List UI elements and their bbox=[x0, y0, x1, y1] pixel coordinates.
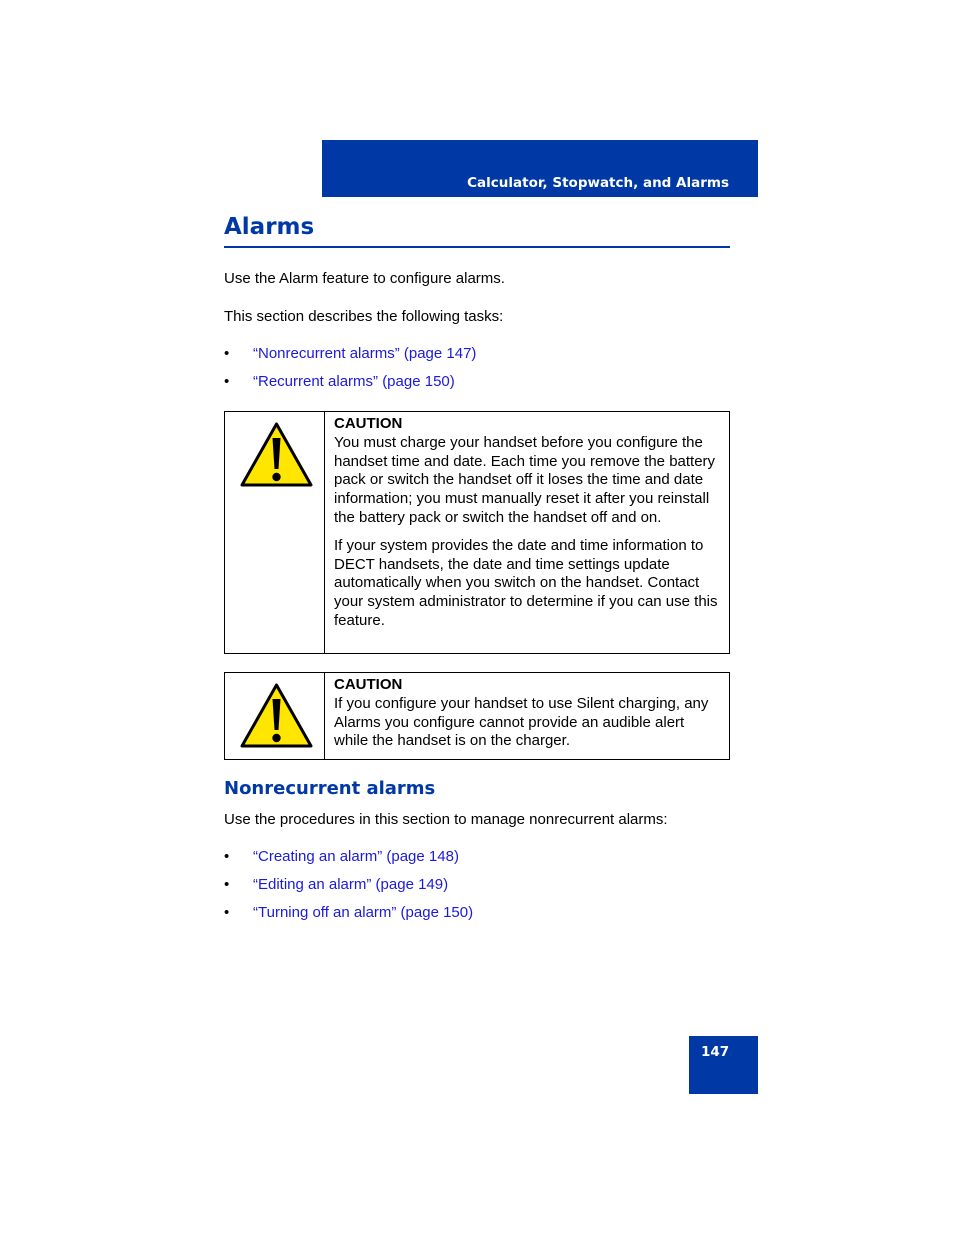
page-number: 147 bbox=[701, 1044, 730, 1060]
bullet-icon: • bbox=[224, 373, 230, 390]
section-title: Alarms bbox=[224, 214, 315, 240]
title-rule bbox=[224, 246, 730, 248]
subsection-intro-text: Use the procedures in this section to manage nonrecurrent alarms: bbox=[224, 811, 668, 828]
warning-triangle-icon bbox=[239, 682, 314, 750]
subsection-title: Nonrecurrent alarms bbox=[224, 778, 436, 799]
link-creating-an-alarm[interactable]: “Creating an alarm” (page 148) bbox=[253, 848, 459, 865]
bullet-icon: • bbox=[224, 876, 230, 893]
caution-text bbox=[325, 673, 729, 759]
caution-label: CAUTION bbox=[334, 676, 403, 693]
link-recurrent-alarms[interactable]: “Recurrent alarms” (page 150) bbox=[253, 373, 455, 390]
caution-text bbox=[325, 412, 729, 653]
caution-box bbox=[224, 411, 730, 654]
caution-paragraph: If your system provides the date and time information to DECT handsets, the date and time settings update automatically when you switch on the handset. Contact your system administrator to determine if you can use this feature. bbox=[334, 536, 718, 629]
running-header: Calculator, Stopwatch, and Alarms bbox=[467, 175, 729, 191]
warning-triangle-icon bbox=[239, 421, 314, 489]
caution-icon-cell bbox=[225, 673, 325, 759]
header-band bbox=[322, 140, 758, 197]
link-turning-off-an-alarm[interactable]: “Turning off an alarm” (page 150) bbox=[253, 904, 474, 921]
link-editing-an-alarm[interactable]: “Editing an alarm” (page 149) bbox=[253, 876, 449, 893]
caution-paragraph: If you configure your handset to use Silent charging, any Alarms you configure cannot provide an audible alert while the handset is on the charger. bbox=[334, 694, 709, 750]
bullet-icon: • bbox=[224, 345, 230, 362]
caution-box bbox=[224, 672, 730, 760]
caution-paragraph: You must charge your handset before you configure the handset time and date. Each time you remove the battery pack or switch the handset off it loses the time and date information; you must manually reset it after you reinstall the battery pack or switch the handset off and on. bbox=[334, 433, 716, 526]
bullet-icon: • bbox=[224, 848, 230, 865]
caution-label: CAUTION bbox=[334, 415, 403, 432]
intro-text: Use the Alarm feature to configure alarms. bbox=[224, 270, 505, 287]
link-nonrecurrent-alarms[interactable]: “Nonrecurrent alarms” (page 147) bbox=[253, 345, 477, 362]
bullet-icon: • bbox=[224, 904, 230, 921]
page-number-box bbox=[689, 1036, 758, 1094]
caution-icon-cell bbox=[225, 412, 325, 653]
tasks-intro-text: This section describes the following tasks: bbox=[224, 308, 504, 325]
